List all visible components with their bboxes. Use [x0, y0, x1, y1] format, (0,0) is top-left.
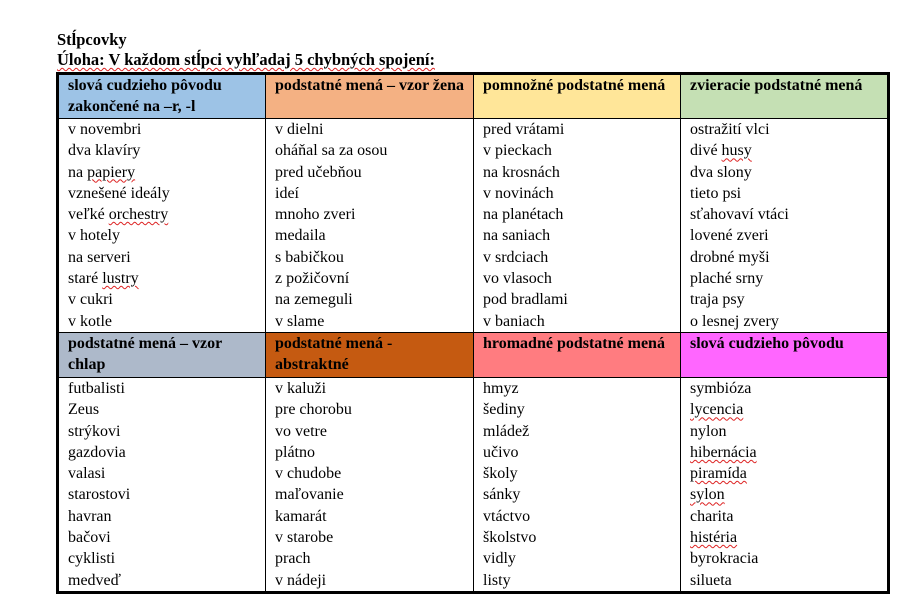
word-item: v kaluži	[275, 379, 327, 397]
word-item: školstvo	[483, 529, 537, 547]
items-row	[58, 377, 889, 592]
word-item: charita	[690, 507, 734, 525]
task-instruction	[57, 50, 435, 70]
worksheet-title: Stĺpcovky	[57, 30, 127, 49]
word-item: ideí	[275, 184, 299, 202]
word-item: silueta	[690, 571, 732, 589]
word-list	[266, 119, 474, 333]
word-item: byrokracia	[690, 550, 759, 568]
column-header: slová cudzieho pôvodu	[681, 332, 889, 377]
word-item: v cukri	[68, 291, 113, 309]
header-row	[58, 74, 889, 119]
word-list	[58, 377, 266, 592]
word-item: sánky	[483, 486, 521, 504]
word-list	[681, 119, 889, 333]
word-item: v baniach	[483, 312, 545, 330]
word-item: v starobe	[275, 529, 334, 547]
word-item: valasi	[68, 465, 106, 483]
word-item: lycencia	[690, 401, 744, 419]
word-item: na saniach	[483, 227, 551, 245]
word-item: medveď	[68, 571, 121, 589]
word-item: s babičkou	[275, 248, 344, 266]
word-item: traja psy	[690, 291, 745, 309]
word-item: pred vrátami	[483, 121, 565, 138]
word-item: hmyz	[483, 379, 519, 397]
word-item: v slame	[275, 312, 325, 330]
word-item: učivo	[483, 443, 519, 461]
word-item: vtáctvo	[483, 507, 531, 525]
word-item: veľké orchestry	[68, 206, 169, 224]
word-item: v pieckach	[483, 142, 552, 160]
word-item: na serveri	[68, 248, 131, 266]
word-item: plátno	[275, 443, 315, 461]
column-header: slová cudzieho pôvodu zakončené na –r, -l	[58, 74, 266, 119]
word-item: maľovanie	[275, 486, 344, 504]
word-item: listy	[483, 571, 511, 589]
word-item: v srdciach	[483, 248, 549, 266]
word-item: v nádeji	[275, 571, 327, 589]
word-item: v novinách	[483, 184, 554, 202]
word-list	[266, 377, 474, 592]
column-header: hromadné podstatné mená	[474, 332, 681, 377]
word-item: medaila	[275, 227, 326, 245]
word-item: histéria	[690, 529, 738, 547]
column-header: podstatné mená – vzor chlap	[58, 332, 266, 377]
word-item: futbalisti	[68, 379, 125, 397]
word-item: v novembri	[68, 121, 142, 138]
word-item: v hotely	[68, 227, 120, 245]
word-item: nylon	[690, 422, 727, 440]
word-item: o lesnej zvery	[690, 312, 779, 330]
word-list	[474, 377, 681, 592]
word-item: vznešené ideály	[68, 184, 170, 202]
task-text: Úloha: V každom stĺpci vyhľadaj 5 chybných spojení:	[57, 50, 435, 69]
word-item: na planétach	[483, 206, 564, 224]
word-item: bačovi	[68, 529, 111, 547]
word-item: vidly	[483, 550, 516, 568]
word-item: gazdovia	[68, 443, 126, 461]
word-list	[58, 119, 266, 333]
column-header: podstatné mená - abstraktné	[266, 332, 474, 377]
word-item: divé husy	[690, 142, 752, 160]
word-item: školy	[483, 465, 518, 483]
word-item: dva slony	[690, 163, 752, 181]
items-row	[58, 119, 889, 333]
word-item: kamarát	[275, 507, 327, 525]
word-item: piramída	[690, 465, 747, 483]
word-item: pre chorobu	[275, 401, 352, 419]
word-item: vo vetre	[275, 422, 327, 440]
word-item: na krosnách	[483, 163, 560, 181]
word-item: starostovi	[68, 486, 131, 504]
word-item: lovené zveri	[690, 227, 769, 245]
word-list	[474, 119, 681, 333]
column-header: podstatné mená – vzor žena	[266, 74, 474, 119]
word-list	[681, 377, 889, 592]
word-item: pod bradlami	[483, 291, 568, 309]
word-item: cyklisti	[68, 550, 116, 568]
exercise-table	[56, 72, 890, 594]
word-item: strýkovi	[68, 422, 121, 440]
word-item: na zemeguli	[275, 291, 353, 309]
word-item: pred učebňou	[275, 163, 362, 181]
word-item: Zeus	[68, 401, 100, 419]
column-header: pomnožné podstatné mená	[474, 74, 681, 119]
word-item: mnoho zveri	[275, 206, 356, 224]
word-item: prach	[275, 550, 311, 568]
word-item: plaché srny	[690, 270, 764, 288]
word-item: v kotle	[68, 312, 112, 330]
word-item: mládež	[483, 422, 530, 440]
word-item: šediny	[483, 401, 525, 419]
word-item: staré lustry	[68, 270, 139, 288]
column-header: zvieracie podstatné mená	[681, 74, 889, 119]
word-item: na papiery	[68, 163, 136, 181]
word-item: drobné myši	[690, 248, 770, 266]
word-item: havran	[68, 507, 112, 525]
word-item: vo vlasoch	[483, 270, 552, 288]
word-item: symbióza	[690, 379, 752, 397]
word-item: sťahovaví vtáci	[690, 206, 789, 224]
word-item: oháňal sa za osou	[275, 142, 388, 160]
word-item: ostražití vlci	[690, 121, 770, 138]
word-item: v chudobe	[275, 465, 342, 483]
word-item: tieto psi	[690, 184, 742, 202]
word-item: v dielni	[275, 121, 324, 138]
word-item: sylon	[690, 486, 725, 504]
header-row	[58, 332, 889, 377]
word-item: dva klavíry	[68, 142, 141, 160]
word-item: hibernácia	[690, 443, 757, 461]
word-item: z požičovní	[275, 270, 350, 288]
